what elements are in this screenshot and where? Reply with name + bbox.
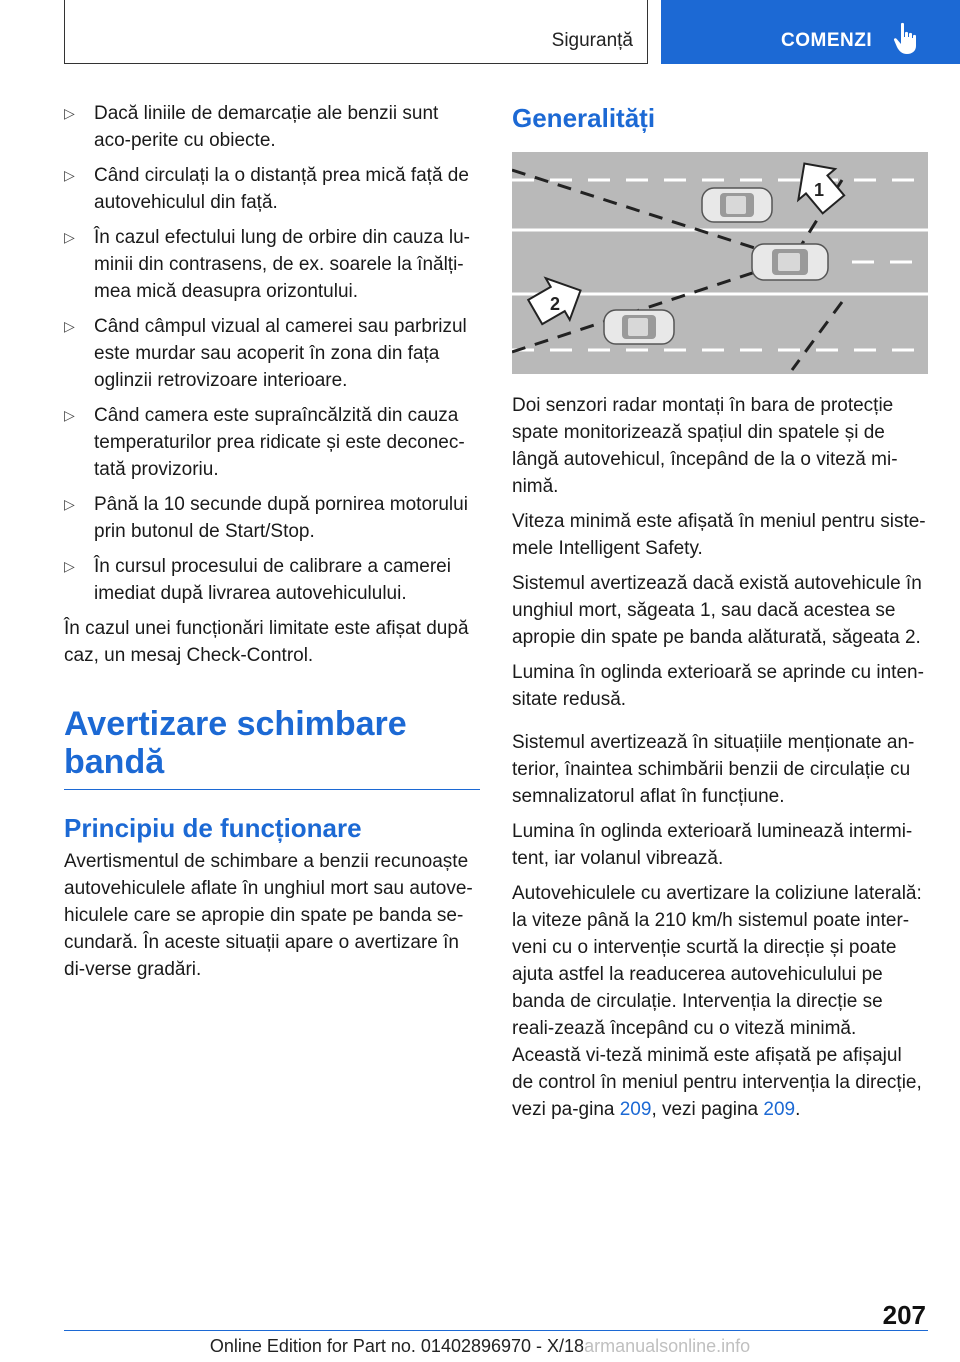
page-link[interactable]: 209 [763, 1099, 796, 1120]
header-section-title: Siguranță [551, 30, 633, 51]
limitation-note: În cazul unei funcționări limitate este afișat după caz, un mesaj Check-Control. [64, 618, 469, 666]
arrow-2-label: 2 [550, 294, 561, 314]
list-item: ▷ Când camera este supraîncălzită din cauza temperaturilor prea ridicate și este deconec-tată provizoriu. [64, 402, 480, 483]
triangle-bullet-icon: ▷ [64, 229, 75, 245]
arrow-1-label: 1 [814, 180, 825, 200]
subsection-heading: Principiu de funcționare [64, 813, 362, 843]
lane-change-figure [512, 152, 928, 374]
triangle-bullet-icon: ▷ [64, 318, 75, 334]
footer [0, 1336, 960, 1357]
list-item: ▷ Dacă liniile de demarcație ale benzii sunt aco-perite cu obiecte. [64, 100, 480, 154]
paragraph: Doi senzori radar montați în bara de protecție spate monitorizează spațiul din spatele și de lângă autovehicul, începând de la o viteză mi-nimă. [512, 395, 898, 497]
page-link[interactable]: 209 [619, 1099, 652, 1120]
header-tab-label: COMENZI [781, 30, 873, 51]
paragraph: Viteza minimă este afișată în meniul pentru siste-mele Intelligent Safety. [512, 511, 926, 559]
right-column [512, 100, 928, 1131]
triangle-bullet-icon: ▷ [64, 496, 75, 512]
list-item: ▷ Când câmpul vizual al camerei sau parbrizul este murdar sau acoperit în zona din fața oglinzii retrovizoare interioare. [64, 313, 480, 394]
heading-rule [64, 789, 480, 790]
footer-rule [64, 1330, 928, 1331]
principle-paragraph: Avertismentul de schimbare a benzii recunoaște autovehiculele aflate în unghiul mort sau autove-hiculele care se apropie din spate pe banda se-cundară. În aceste situații apare o avertizare în di-verse gradări. [64, 851, 473, 980]
section-heading: Avertizare schimbare bandă [64, 705, 407, 781]
triangle-bullet-icon: ▷ [64, 558, 75, 574]
left-column [64, 100, 480, 991]
triangle-bullet-icon: ▷ [64, 407, 75, 423]
header-section-box [64, 0, 648, 64]
footer-watermark: armanualsonline.info [584, 1336, 751, 1356]
collision-warning-paragraph: Autovehiculele cu avertizare la coliziune laterală: la viteze până la 210 km/h sistemul poate inter-veni cu o intervenție scurtă la direcție și poate ajuta astfel la readucerea autovehiculului pe banda de circulație. Intervenția la direcție se reali-zează începând cu o viteză minimă. Această vi-teză minimă este afișată pe afișajul de control în meniul pentru intervenția la direcție, vezi pa-gina 209, vezi pagina 209. [512, 883, 922, 1120]
list-item: ▷ Când circulați la o distanță prea mică față de autovehiculul din față. [64, 162, 480, 216]
triangle-bullet-icon: ▷ [64, 167, 75, 183]
paragraph: Lumina în oglinda exterioară se aprinde cu inten-sitate redusă. [512, 662, 924, 710]
paragraph: Sistemul avertizează în situațiile menționate an-terior, înaintea schimbării benzii de circulație cu semnalizatorul aflat în funcțiune. [512, 732, 915, 807]
list-item: ▷ În cazul efectului lung de orbire din cauza lu-minii din contrasens, de ex. soarele la înălți-mea mică deasupra orizontului. [64, 224, 480, 305]
hand-pointer-icon [893, 22, 923, 56]
header-tab-comenzi[interactable] [661, 0, 960, 64]
triangle-bullet-icon: ▷ [64, 105, 75, 121]
footer-edition-text: Online Edition for Part no. 01402896970 - X/18 [209, 1336, 585, 1356]
subsection-heading-generalitati: Generalități [512, 103, 656, 133]
list-item: ▷ În cursul procesului de calibrare a camerei imediat după livrarea autovehiculului. [64, 553, 480, 607]
paragraph: Sistemul avertizează dacă există autovehicule în unghiul mort, săgeata 1, sau dacă acestea se apropie din spate pe banda alăturată, săgeata 2. [512, 573, 922, 648]
paragraph: Lumina în oglinda exterioară luminează intermi-tent, iar volanul vibrează. [512, 821, 913, 869]
page-number: 207 [882, 1300, 926, 1330]
list-item: ▷ Până la 10 secunde după pornirea motorului prin butonul de Start/Stop. [64, 491, 480, 545]
